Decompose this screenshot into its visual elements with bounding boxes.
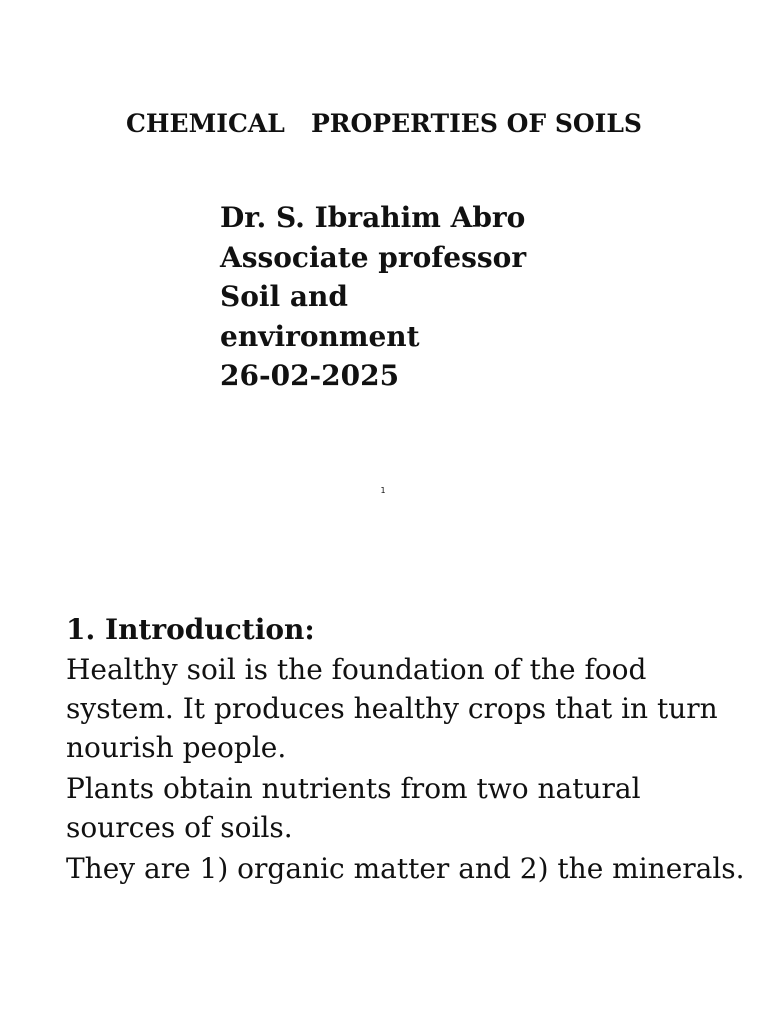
document-title: CHEMICAL PROPERTIES OF SOILS	[126, 109, 642, 138]
author-department-line2: environment	[220, 319, 420, 353]
page-number: 1	[380, 486, 386, 495]
author-name: Dr. S. Ibrahim Abro	[220, 201, 526, 234]
introduction-section	[66, 610, 746, 890]
author-position: Associate professor	[220, 240, 527, 274]
author-department-line1: Soil and	[220, 280, 348, 313]
author-block	[220, 198, 526, 396]
paragraph: They are 1) organic matter and 2) the minerals.	[66, 852, 745, 885]
document-date: 26-02-2025	[220, 359, 400, 392]
section-heading: 1. Introduction:	[66, 613, 315, 646]
paragraph: Plants obtain nutrients from two natural sources of soils.	[66, 772, 641, 844]
paragraph: Healthy soil is the foundation of the food system. It produces healthy crops that in turn nourish people.	[66, 653, 718, 764]
